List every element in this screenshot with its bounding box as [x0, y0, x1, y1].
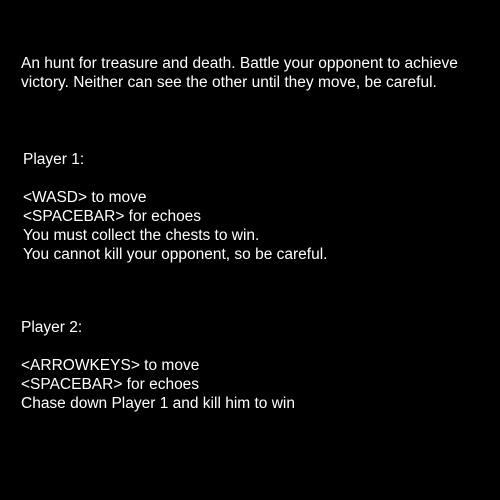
player-1-title: Player 1:	[23, 151, 85, 168]
player-1-instructions	[23, 150, 327, 264]
player-2-title: Player 2:	[21, 319, 83, 336]
player-1-warning: You cannot kill your opponent, so be careful.	[23, 246, 328, 263]
intro-line-1: An hunt for treasure and death. Battle your opponent to achieve	[21, 55, 458, 72]
player-1-move-controls: <WASD> to move	[23, 189, 147, 206]
player-2-move-controls: <ARROWKEYS> to move	[21, 357, 200, 374]
player-2-instructions	[21, 318, 295, 413]
player-1-goal: You must collect the chests to win.	[23, 227, 260, 244]
player-1-echo-controls: <SPACEBAR> for echoes	[23, 208, 202, 225]
intro-text	[21, 54, 491, 92]
intro-line-2: victory. Neither can see the other until they move, be careful.	[21, 74, 437, 91]
player-2-echo-controls: <SPACEBAR> for echoes	[21, 376, 200, 393]
player-2-goal: Chase down Player 1 and kill him to win	[21, 395, 295, 412]
